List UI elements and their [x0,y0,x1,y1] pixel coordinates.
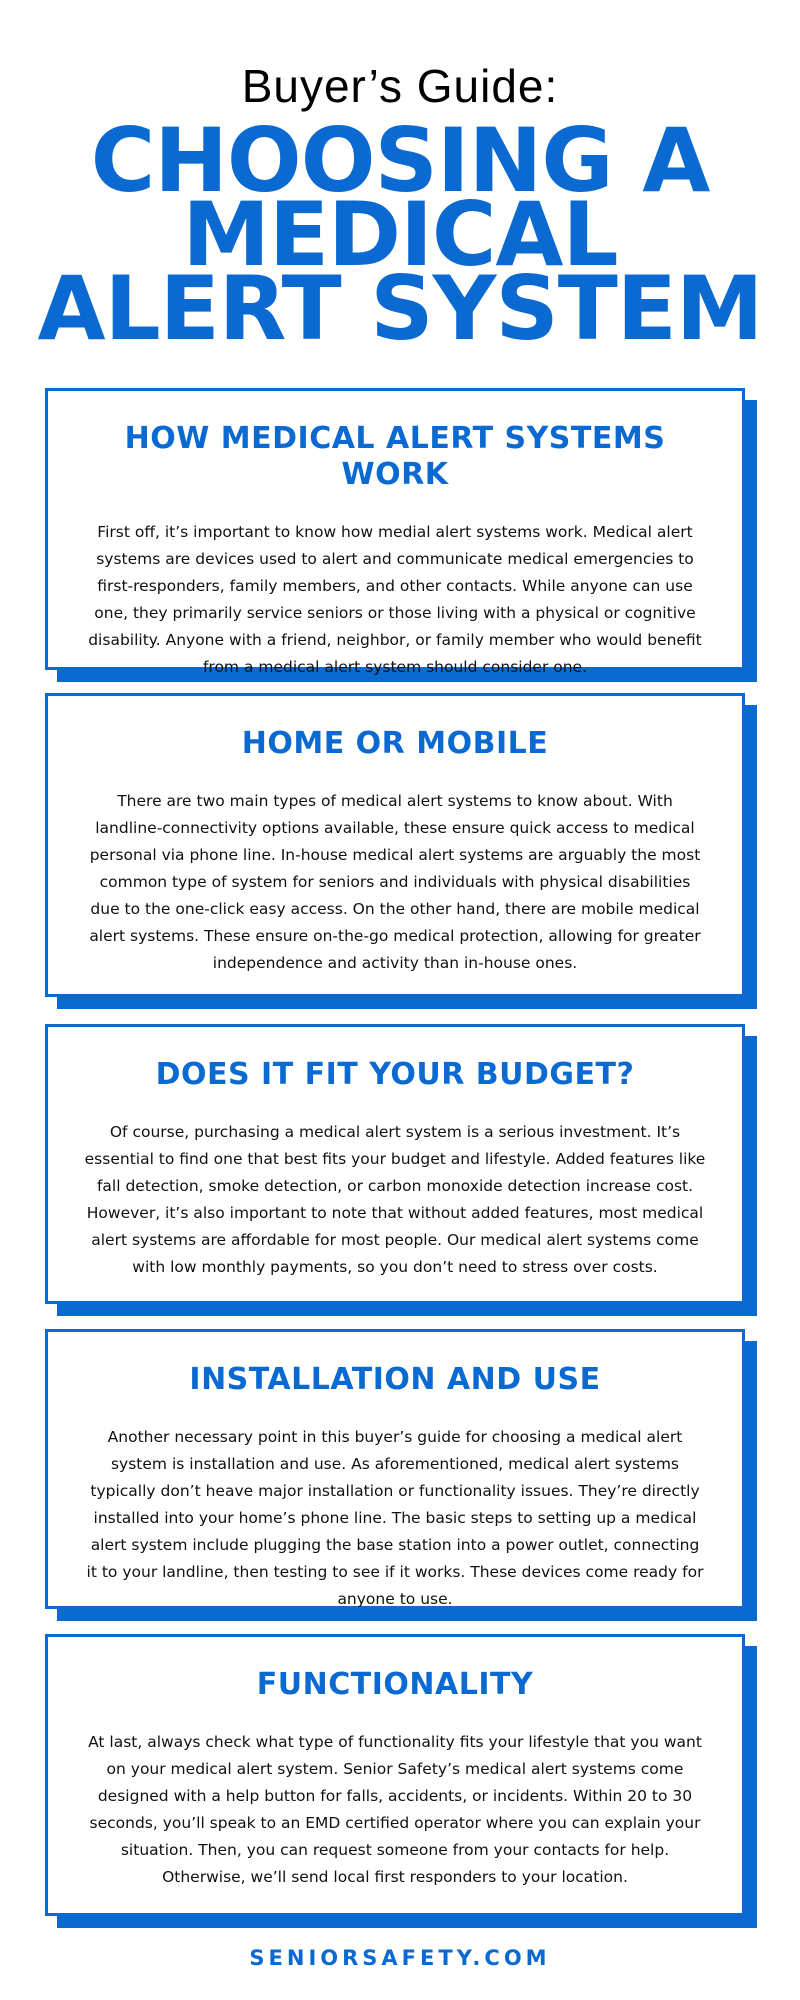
section-home-or-mobile [45,693,745,997]
section-body: At last, always check what type of functionality fits your lifestyle that you want on your medical alert system. Senior Safety’s medical alert systems come designed with a help button for falls, accidents, or incidents. Within 20 to 30 seconds, you’ll speak to an EMD certified operator where you can explain your situation. Then, you can request someone from your contacts for help. Otherwise, we’ll send local first responders to your location. [88,1733,702,1886]
section-how-systems-work [45,388,745,676]
section-body: Of course, purchasing a medical alert system is a serious investment. It’s essential to find one that best fits your budget and lifestyle. Added features like fall detection, smoke detection, or carbon monoxide detection increase cost. However, it’s also important to note that without added features, most medical alert systems are affordable for most people. Our medical alert systems come with low monthly payments, so you don’t need to stress over costs. [84,1123,706,1276]
section-heading: INSTALLATION AND USE [189,1362,601,1397]
section-functionality [45,1634,745,1916]
section-heading: FUNCTIONALITY [256,1667,534,1702]
page-subtitle: Buyer’s Guide: [241,60,559,112]
footer-site-link: SENIORSAFETY.COM [249,1946,551,1970]
section-installation [45,1329,745,1609]
section-body: There are two main types of medical alert systems to know about. With landline-connectivity options available, these ensure quick access to medical personal via phone line. In-house medical alert systems are arguably the most common type of system for seniors and individuals with physical disabilities due to the one-click easy access. On the other hand, there are mobile medical alert systems. These ensure on-the-go medical protection, allowing for greater independence and activity than in-house ones. [89,792,701,972]
section-heading: HOME OR MOBILE [241,726,549,761]
section-body: First off, it’s important to know how medial alert systems work. Medical alert systems are devices used to alert and communicate medical emergencies to first-responders, family members, and other contacts. While anyone can use one, they primarily service seniors or those living with a physical or cognitive disability. Anyone with a friend, neighbor, or family member who would benefit from a medical alert system should consider one. [88,523,702,676]
section-body: Another necessary point in this buyer’s guide for choosing a medical alert system is installation and use. As aforementioned, medical alert systems typically don’t heave major installation or functionality issues. They’re directly installed into your home’s phone line. The basic steps to setting up a medical alert system include plugging the base station into a power outlet, connecting it to your landline, then testing to see if it works. These devices come ready for anyone to use. [86,1428,704,1608]
title-line-2: MEDICAL [182,183,618,286]
section-heading: DOES IT FIT YOUR BUDGET? [155,1057,635,1092]
header [0,0,800,360]
title-line-1: CHOOSING A [90,109,710,212]
title-line-3: ALERT SYSTEM [37,257,763,360]
section-budget [45,1024,745,1304]
page-title [0,109,800,360]
section-heading: HOW MEDICAL ALERT SYSTEMS WORK [124,421,666,492]
